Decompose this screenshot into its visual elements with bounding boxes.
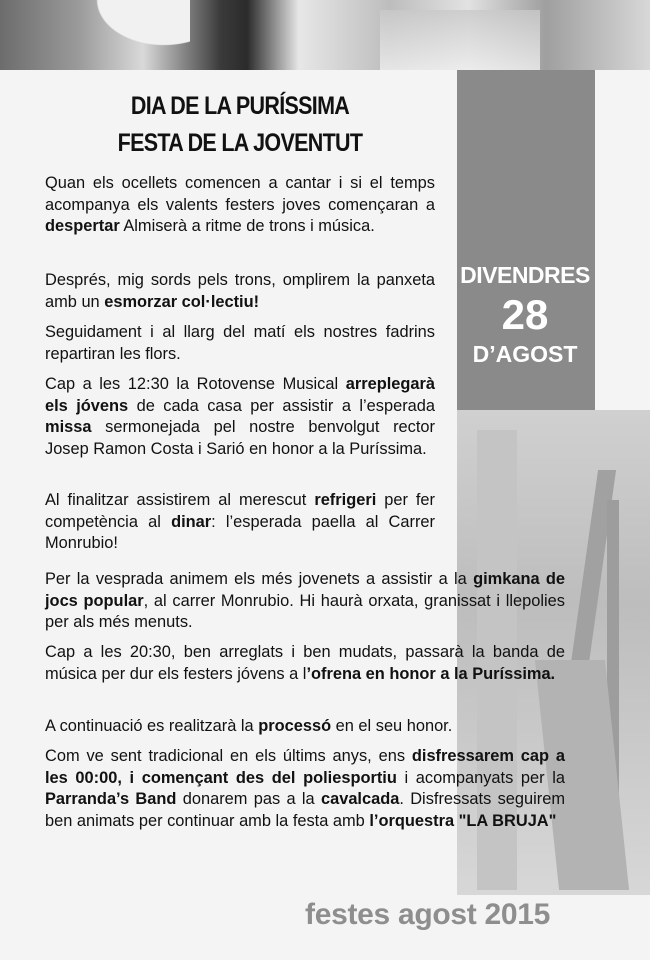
- text-run: Després, mig sords pels trons, omplirem la panxeta amb un: [45, 271, 435, 311]
- paragraph: [45, 173, 435, 238]
- date-box: [455, 262, 595, 368]
- photo-highlight: [60, 0, 190, 70]
- text-run: donarem pas a la: [176, 790, 321, 808]
- day-name: DIVENDRES: [460, 262, 590, 288]
- text-run: i acompanyats per la: [396, 768, 565, 787]
- text-run: : l’esperada paella al Carrer Monrubio!: [45, 512, 435, 552]
- bold-text: l’orquestra "LA BRUJA": [369, 811, 557, 830]
- paragraph: [45, 569, 565, 634]
- text-run: . Disfressats seguirem ben animats per continuar amb la festa amb: [45, 790, 566, 830]
- text-run: de cada casa per assistir a l’esperada: [128, 396, 436, 415]
- bold-text: gimkana de jocs popular: [45, 570, 566, 610]
- header-photo: [0, 0, 650, 70]
- text-run: Per la vesprada animem els més jovenets a assistir a la: [45, 570, 474, 588]
- page-title: [72, 88, 407, 162]
- bold-text: refrigeri: [314, 491, 377, 509]
- photo-wall: [380, 10, 540, 70]
- text-run: Al finalitzar assistirem al merescut: [45, 491, 315, 509]
- text-run: Quan els ocellets comencen a cantar i si el temps acompanya els valents festers joves començaran a: [45, 174, 435, 214]
- text-run: en el seu honor.: [331, 717, 453, 735]
- paragraph: [45, 322, 435, 365]
- paragraph: [45, 642, 565, 685]
- text-run: Seguidament i al llarg del matí els nostres fadrins repartiran les flors.: [45, 323, 435, 363]
- bold-text: cavalcada: [320, 790, 400, 808]
- bold-text: despertar: [45, 217, 120, 235]
- bold-text: esmorzar col·lectiu!: [104, 292, 260, 311]
- text-run: Almiserà a ritme de trons i música.: [119, 217, 375, 235]
- title-line-1: DIA DE LA PURÍSSIMA: [130, 92, 350, 120]
- bold-text: disfressarem cap a les 00:00, i començant des del poliesportiu: [45, 747, 565, 787]
- text-run: , al carrer Monrubio. Hi haurà orxata, granissat i llepolies per als més menuts.: [45, 591, 565, 631]
- paragraph: [45, 746, 565, 832]
- bold-text: dinar: [171, 512, 212, 531]
- text-run: A continuació es realitzarà la: [45, 717, 259, 735]
- title-line-2: FESTA DE LA JOVENTUT: [117, 129, 363, 157]
- footer-text: festes agost 2015: [305, 898, 551, 931]
- text-run: Com ve sent tradicional en els últims anys, ens: [45, 747, 412, 765]
- bold-text: arreplegarà els jóvens: [45, 375, 435, 415]
- bold-text: ’ofrena en honor a la Puríssima.: [306, 664, 556, 683]
- paragraph: [45, 374, 435, 460]
- bold-text: missa: [45, 418, 92, 436]
- bold-text: Parranda’s Band: [45, 790, 177, 808]
- paragraph: [45, 716, 565, 738]
- bold-text: processó: [258, 717, 332, 735]
- text-run: Cap a les 12:30 la Rotovense Musical: [45, 375, 346, 393]
- text-run: sermonejada pel nostre benvolgut rector Josep Ramon Costa i Sarió en honor a la Puríssima.: [45, 418, 435, 458]
- text-run: Cap a les 20:30, ben arreglats i ben mudats, passarà la banda de música per dur els festers jóvens a l: [45, 643, 565, 683]
- day-number: 28: [501, 291, 549, 338]
- paragraph: [45, 270, 435, 313]
- month: D’AGOST: [472, 341, 578, 367]
- paragraph: [45, 490, 435, 555]
- text-run: per fer competència al: [45, 491, 435, 531]
